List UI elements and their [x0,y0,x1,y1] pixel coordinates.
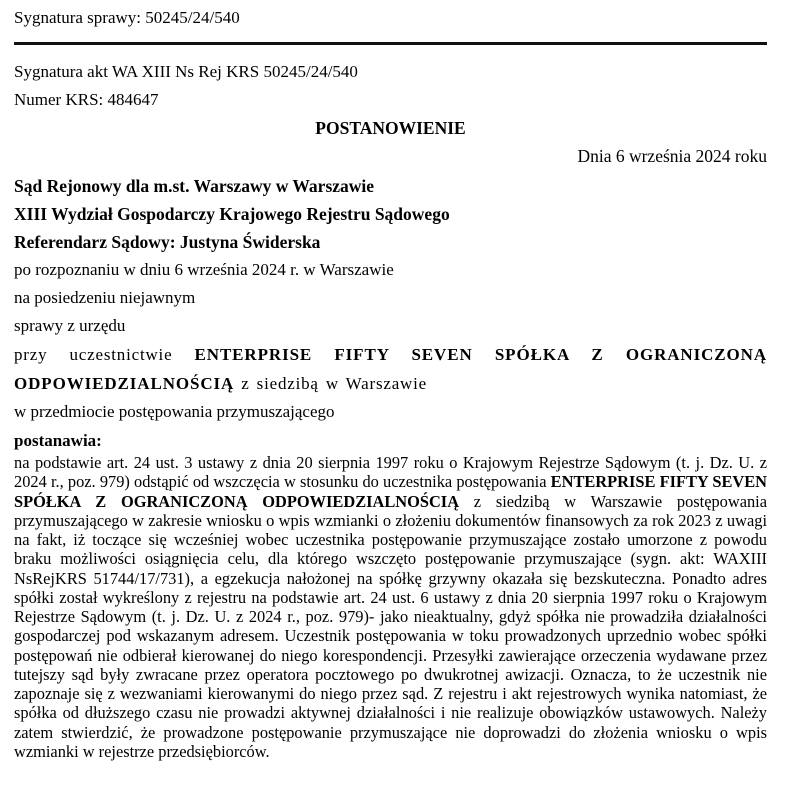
file-signature: Sygnatura akt WA XIII Ns Rej KRS 50245/24/540 [14,62,358,81]
intro-hearing-date: po rozpoznaniu w dniu 6 września 2024 r. w Warszawie [14,260,394,279]
document-meta [14,58,767,114]
decision-body-part1: na podstawie art. 24 ust. 3 ustawy z dnia 20 sierpnia 1997 roku o Krajowym Rejestrze Sądowym (t. j. Dz. U. z 2024 r., poz. 979) odstąpić od wszczęcia w stosunku do uczestnika postępowania [14,453,767,492]
participant-prefix: przy uczestnictwie [14,345,195,364]
court-block [14,172,767,256]
intro-case-type: sprawy z urzędu [14,316,126,335]
court-referendary: Referendarz Sądowy: Justyna Świderska [14,232,321,252]
intro-block [14,256,767,340]
decision-body-part2: z siedzibą w Warszawie postępowania przymuszającego w zakresie wniosku o wpis wzmianki o złożeniu dokumentów finansowych za rok 2023 z uwagi na fakt, iż toczące się wcześniej wobec uczestnika postępowanie przymuszające zostało umorzone z powodu braku możliwości osiągnięcia celu, dla którego wszczęto postępowanie przymuszające (sygn. akt: WAXIII NsRejKRS 51744/17/731), a egzekucja nałożonej na spółkę grzywny okazała się bezskuteczna. Ponadto adres spółki został wykreślony z rejestru na podstawie art. 24 ust. 6 ustawy z dnia 20 sierpnia 1997 roku o Krajowym Rejestrze Sądowym (t. j. Dz. U. z 2024 r., poz. 979)- jako nieaktualny, gdyż spółka nie prowadziła działalności gospodarczej pod wskazanym adresem. Uczestnik postępowania w toku prowadzonych uprzednio wobec spółki postępowań nie odbierał kierowanej do niego korespondencji. Przesyłki zawierające orzeczenia wydawane przez tutejszy sąd były zwracane przez operatora pocztowego po dwukrotnej awizacji. Oznacza, to że uczestnik nie zapoznaje się z wezwaniami kierowanymi do niego przez sąd. Z rejestru i akt rejestrowych wynika natomiast, że spółka od dłuższego czasu nie prowadzi aktywnej działalności i nie realizuje obowiązków ustawowych. Należy zatem stwierdzić, że prowadzone postępowanie przymuszające nie doprowadzi do złożenia wniosku o wpis wzmianki w rejestrze przedsiębiorców. [14,491,767,761]
document-title: POSTANOWIENIE [315,118,466,138]
intro-session-type: na posiedzeniu niejawnym [14,288,196,307]
header-divider [14,42,767,45]
participant-suffix: z siedzibą w Warszawie [234,374,427,393]
participant-company-name: ENTERPRISE FIFTY SEVEN SPÓŁKA Z OGRANICZONĄ ODPOWIEDZIALNOŚCIĄ [14,345,768,393]
case-signature: Sygnatura sprawy: 50245/24/540 [14,8,240,27]
subject-line: w przedmiocie postępowania przymuszającego [14,402,335,421]
krs-number: Numer KRS: 484647 [14,90,159,109]
decision-body-company-name: ENTERPRISE FIFTY SEVEN SPÓŁKA Z OGRANICZONĄ ODPOWIEDZIALNOŚCIĄ [14,472,767,511]
date-line: Dnia 6 września 2024 roku [577,146,767,166]
participant-line [14,340,767,398]
decision-label: postanawia: [14,431,102,450]
court-division: XIII Wydział Gospodarczy Krajowego Rejestru Sądowego [14,204,450,224]
court-name: Sąd Rejonowy dla m.st. Warszawy w Warszawie [14,176,375,196]
decision-body [14,453,767,761]
